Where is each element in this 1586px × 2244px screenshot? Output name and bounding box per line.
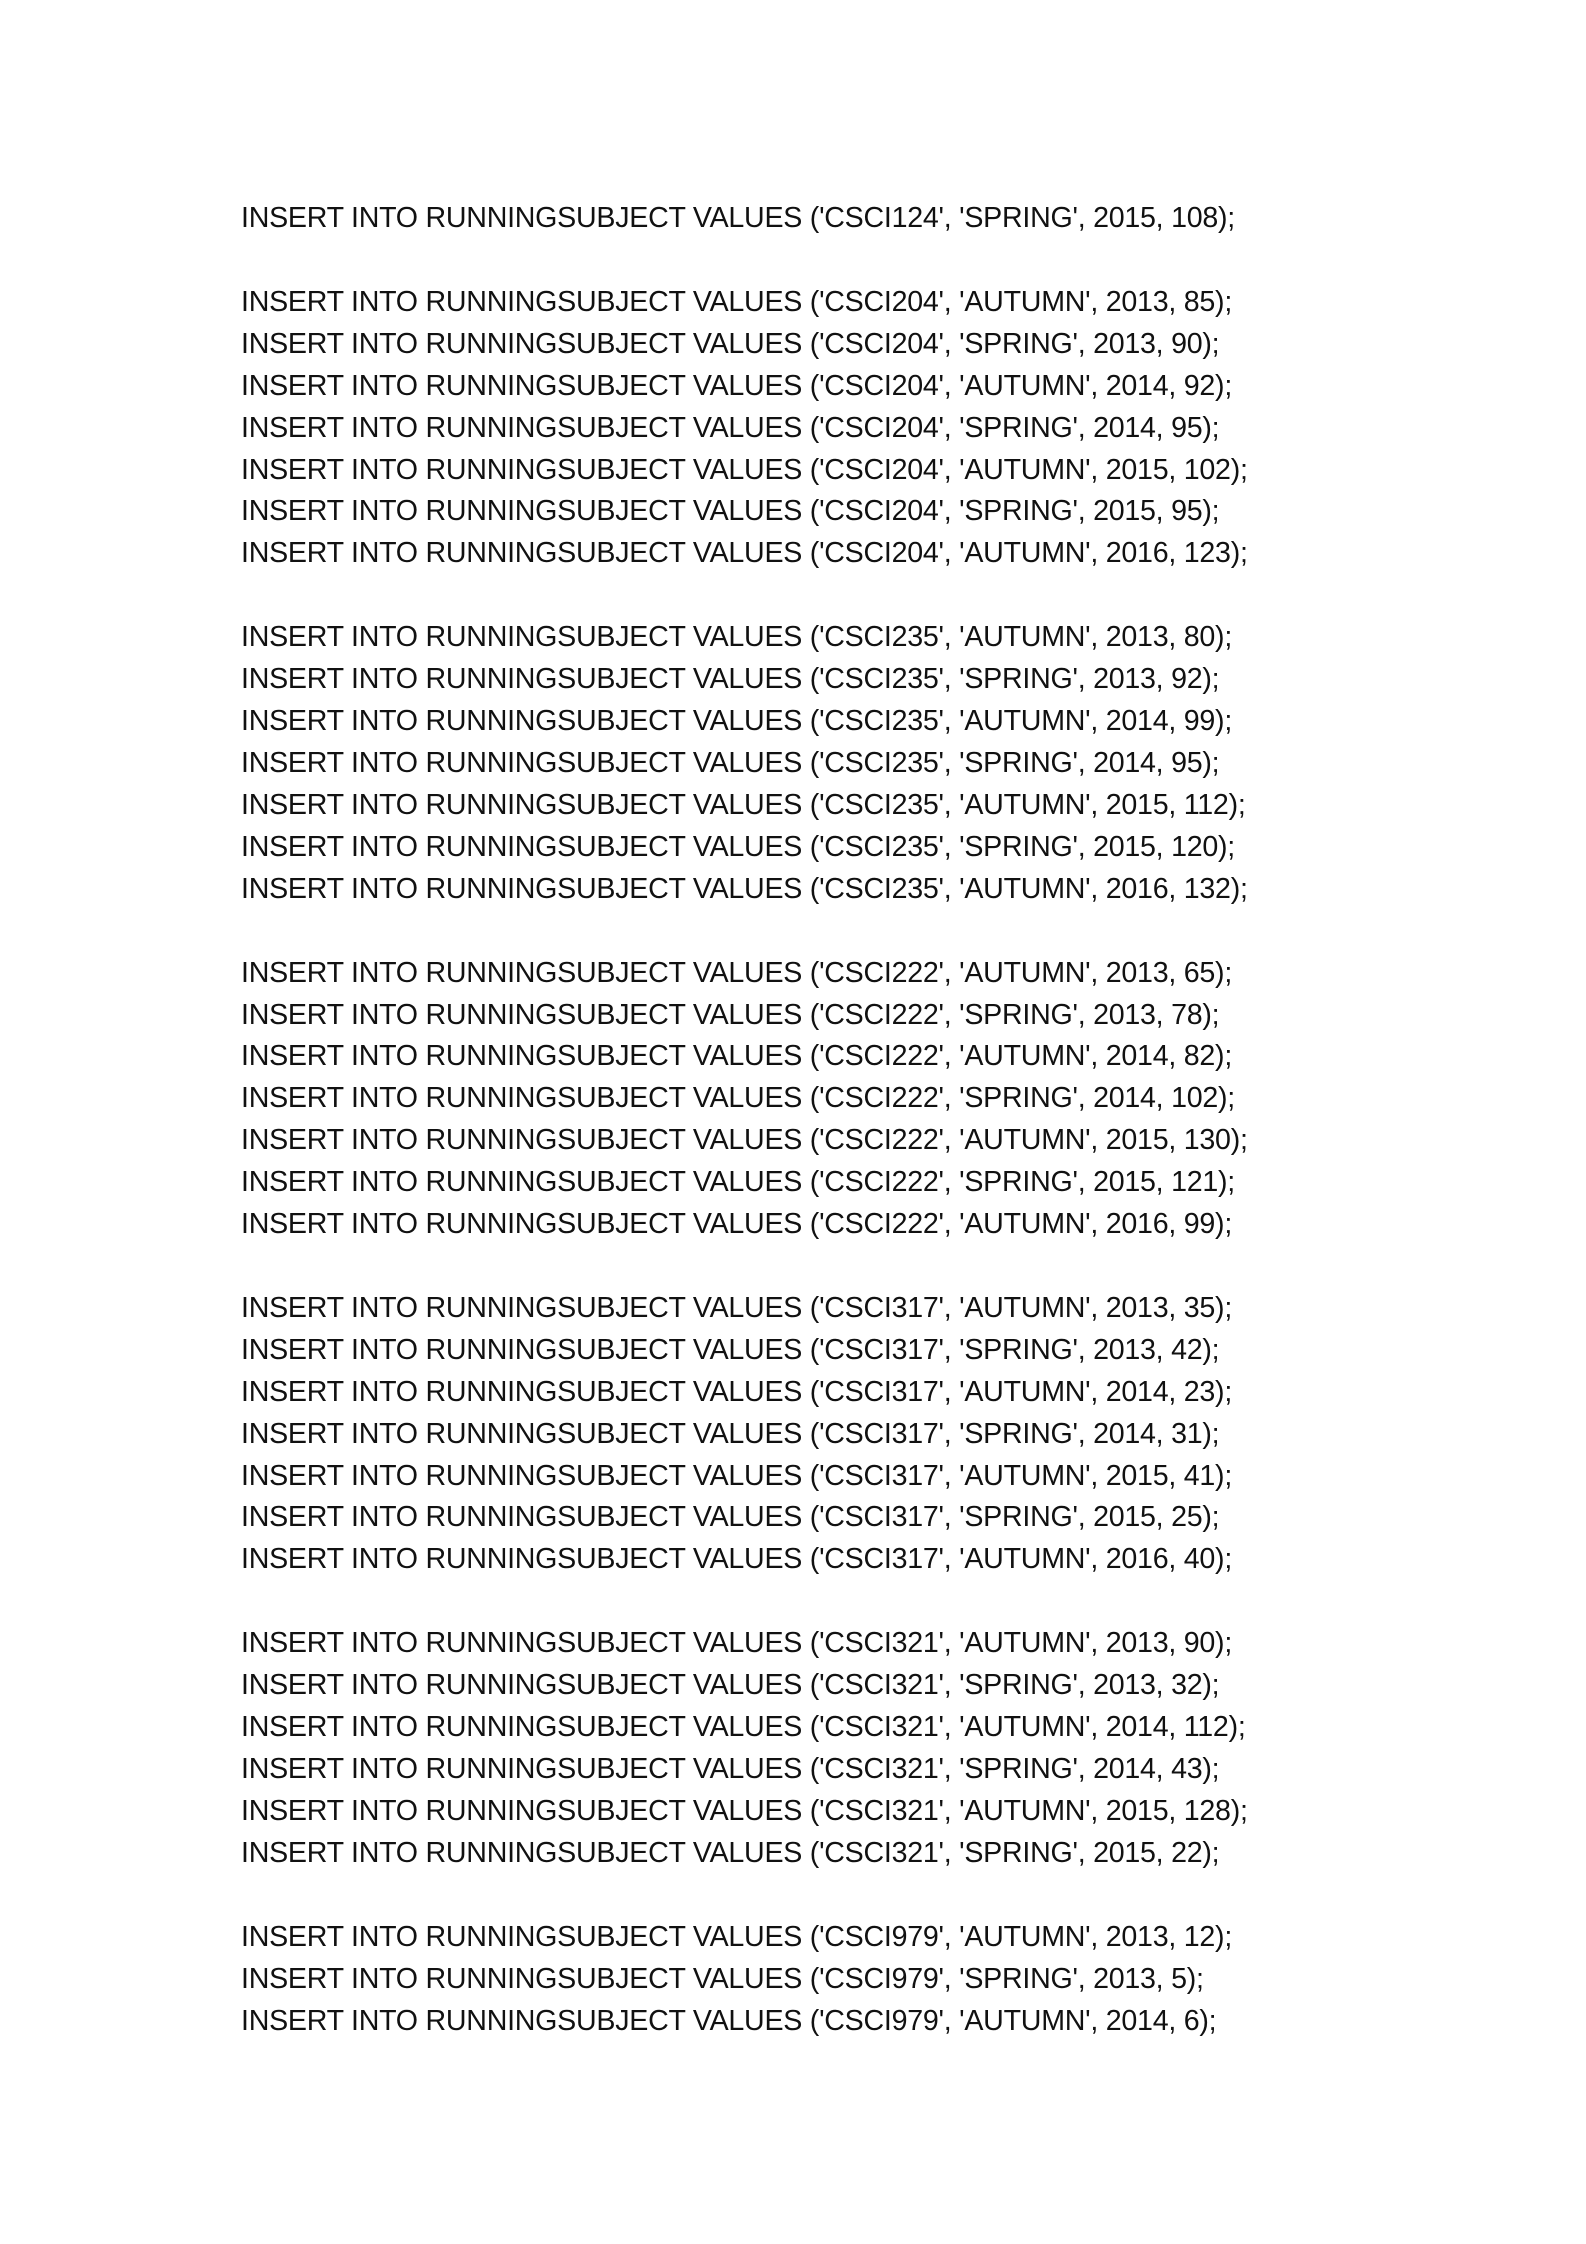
statement-group-csci235 [241,617,1541,910]
statement-group-csci317 [241,1288,1541,1581]
statement-group-csci321 [241,1623,1541,1874]
sql-statement-line: INSERT INTO RUNNINGSUBJECT VALUES ('CSCI321', 'AUTUMN', 2013, 90); [241,1627,1233,1660]
sql-statement-line: INSERT INTO RUNNINGSUBJECT VALUES ('CSCI321', 'SPRING', 2014, 43); [241,1753,1220,1785]
sql-statement-line: INSERT INTO RUNNINGSUBJECT VALUES ('CSCI321', 'AUTUMN', 2014, 112); [241,1711,1246,1744]
sql-statement-line: INSERT INTO RUNNINGSUBJECT VALUES ('CSCI979', 'AUTUMN', 2014, 6); [241,2004,1217,2037]
sql-statement-line: INSERT INTO RUNNINGSUBJECT VALUES ('CSCI204', 'AUTUMN', 2014, 92); [241,369,1233,402]
sql-statement-line: INSERT INTO RUNNINGSUBJECT VALUES ('CSCI317', 'SPRING', 2015, 25); [241,1501,1220,1534]
document-page [241,198,1541,2084]
sql-statement-line: INSERT INTO RUNNINGSUBJECT VALUES ('CSCI235', 'AUTUMN', 2014, 99); [241,705,1233,738]
sql-statement-line: INSERT INTO RUNNINGSUBJECT VALUES ('CSCI979', 'AUTUMN', 2013, 12); [241,1920,1233,1953]
sql-statement-line: INSERT INTO RUNNINGSUBJECT VALUES ('CSCI235', 'AUTUMN', 2016, 132); [241,872,1248,905]
sql-statement-line: INSERT INTO RUNNINGSUBJECT VALUES ('CSCI222', 'SPRING', 2014, 102); [241,1082,1235,1115]
sql-statement-line: INSERT INTO RUNNINGSUBJECT VALUES ('CSCI222', 'AUTUMN', 2014, 82); [241,1040,1233,1073]
sql-statement-line: INSERT INTO RUNNINGSUBJECT VALUES ('CSCI204', 'SPRING', 2014, 95); [241,411,1220,444]
statement-group-csci204 [241,282,1541,575]
sql-statement-line: INSERT INTO RUNNINGSUBJECT VALUES ('CSCI222', 'SPRING', 2015, 121); [241,1166,1235,1199]
sql-statement-line: INSERT INTO RUNNINGSUBJECT VALUES ('CSCI204', 'SPRING', 2015, 95); [241,495,1220,528]
sql-statement-line: INSERT INTO RUNNINGSUBJECT VALUES ('CSCI204', 'AUTUMN', 2016, 123); [241,537,1248,570]
sql-statement-line: INSERT INTO RUNNINGSUBJECT VALUES ('CSCI321', 'AUTUMN', 2015, 128); [241,1794,1248,1827]
sql-statement-line: INSERT INTO RUNNINGSUBJECT VALUES ('CSCI317', 'SPRING', 2013, 42); [241,1333,1220,1366]
sql-statement-line: INSERT INTO RUNNINGSUBJECT VALUES ('CSCI204', 'SPRING', 2013, 90); [241,327,1220,360]
sql-statement-line: INSERT INTO RUNNINGSUBJECT VALUES ('CSCI204', 'AUTUMN', 2015, 102); [241,453,1248,486]
sql-statement-line: INSERT INTO RUNNINGSUBJECT VALUES ('CSCI204', 'AUTUMN', 2013, 85); [241,285,1233,318]
statement-group-csci979 [241,1917,1541,2043]
statement-group-csci222 [241,953,1541,1246]
sql-statement-line: INSERT INTO RUNNINGSUBJECT VALUES ('CSCI321', 'SPRING', 2015, 22); [241,1836,1220,1869]
sql-statement-line: INSERT INTO RUNNINGSUBJECT VALUES ('CSCI317', 'AUTUMN', 2016, 40); [241,1543,1233,1576]
sql-statement-line: INSERT INTO RUNNINGSUBJECT VALUES ('CSCI222', 'AUTUMN', 2013, 65); [241,956,1233,989]
sql-statement-line: INSERT INTO RUNNINGSUBJECT VALUES ('CSCI235', 'SPRING', 2014, 95); [241,746,1220,779]
statement-group-csci124 [241,198,1541,240]
sql-statement-line: INSERT INTO RUNNINGSUBJECT VALUES ('CSCI235', 'SPRING', 2013, 92); [241,663,1220,696]
sql-statement-line: INSERT INTO RUNNINGSUBJECT VALUES ('CSCI321', 'SPRING', 2013, 32); [241,1669,1220,1702]
sql-statement-line: INSERT INTO RUNNINGSUBJECT VALUES ('CSCI222', 'AUTUMN', 2015, 130); [241,1124,1248,1157]
sql-statement-line: INSERT INTO RUNNINGSUBJECT VALUES ('CSCI222', 'AUTUMN', 2016, 99); [241,1208,1233,1241]
sql-statement-line: INSERT INTO RUNNINGSUBJECT VALUES ('CSCI222', 'SPRING', 2013, 78); [241,998,1220,1031]
sql-statement-line: INSERT INTO RUNNINGSUBJECT VALUES ('CSCI317', 'SPRING', 2014, 31); [241,1417,1220,1450]
sql-statement-line: INSERT INTO RUNNINGSUBJECT VALUES ('CSCI317', 'AUTUMN', 2013, 35); [241,1291,1233,1324]
sql-statement-line: INSERT INTO RUNNINGSUBJECT VALUES ('CSCI235', 'AUTUMN', 2013, 80); [241,621,1233,654]
sql-statement-line: INSERT INTO RUNNINGSUBJECT VALUES ('CSCI124', 'SPRING', 2015, 108); [241,202,1235,234]
sql-statement-line: INSERT INTO RUNNINGSUBJECT VALUES ('CSCI317', 'AUTUMN', 2015, 41); [241,1459,1233,1492]
sql-statement-line: INSERT INTO RUNNINGSUBJECT VALUES ('CSCI235', 'SPRING', 2015, 120); [241,830,1235,863]
sql-statement-line: INSERT INTO RUNNINGSUBJECT VALUES ('CSCI235', 'AUTUMN', 2015, 112); [241,788,1246,821]
sql-statement-line: INSERT INTO RUNNINGSUBJECT VALUES ('CSCI979', 'SPRING', 2013, 5); [241,1962,1204,1995]
sql-statement-line: INSERT INTO RUNNINGSUBJECT VALUES ('CSCI317', 'AUTUMN', 2014, 23); [241,1375,1233,1408]
